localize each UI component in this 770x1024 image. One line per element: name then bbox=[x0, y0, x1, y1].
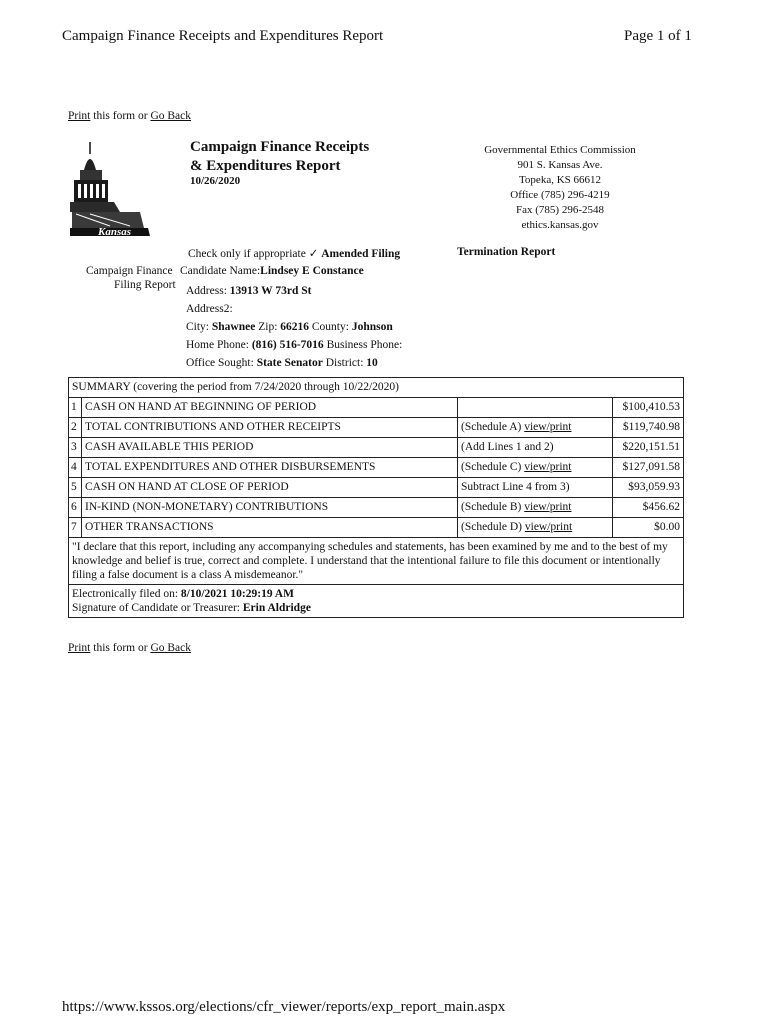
city-value: Shawnee bbox=[211, 321, 256, 333]
row-label: IN-KIND (NON-MONETARY) CONTRIBUTIONS bbox=[82, 498, 458, 518]
go-back-link-bottom[interactable]: Go Back bbox=[150, 642, 191, 654]
declaration-row bbox=[69, 538, 684, 585]
check-label: Check only if appropriate bbox=[188, 248, 306, 260]
schedule-text: (Schedule A) bbox=[461, 421, 522, 433]
commission-fax: Fax (785) 296-2548 bbox=[516, 204, 604, 216]
address-row bbox=[186, 285, 311, 297]
summary-row bbox=[69, 438, 684, 458]
phone-row bbox=[186, 339, 402, 351]
amended-filing-label: Amended Filing bbox=[321, 248, 401, 260]
summary-heading: SUMMARY (covering the period from 7/24/2020 through 10/22/2020) bbox=[69, 378, 684, 398]
view-print-link[interactable]: view/print bbox=[524, 461, 572, 473]
summary-table bbox=[68, 377, 684, 618]
home-phone-value: (816) 516-7016 bbox=[251, 339, 324, 351]
row-schedule bbox=[458, 418, 613, 438]
address-label: Address: bbox=[186, 285, 227, 297]
home-phone-label: Home Phone: bbox=[186, 339, 249, 351]
candidate-name-row bbox=[180, 265, 364, 277]
commission-street: 901 S. Kansas Ave. bbox=[517, 159, 603, 171]
view-print-link[interactable]: view/print bbox=[524, 501, 572, 513]
filed-on-line bbox=[72, 587, 680, 601]
print-link-bottom[interactable]: Print bbox=[68, 642, 91, 654]
row-schedule bbox=[458, 498, 613, 518]
row-schedule bbox=[458, 518, 613, 538]
row-amount: $220,151.51 bbox=[613, 438, 684, 458]
office-sought-label: Office Sought: bbox=[186, 357, 254, 369]
candidate-name-value: Lindsey E Constance bbox=[260, 265, 364, 277]
page-number: Page 1 of 1 bbox=[624, 28, 692, 44]
row-number: 7 bbox=[69, 518, 82, 538]
side-label-campaign-finance: Campaign Finance bbox=[86, 265, 173, 277]
schedule-text: (Add Lines 1 and 2) bbox=[461, 441, 554, 453]
svg-text:Kansas: Kansas bbox=[98, 226, 132, 238]
commission-info bbox=[460, 143, 660, 233]
filing-type-line bbox=[188, 246, 400, 260]
commission-name: Governmental Ethics Commission bbox=[484, 144, 636, 156]
nav-text-bottom: this form or bbox=[93, 642, 148, 654]
row-amount: $100,410.53 bbox=[613, 398, 684, 418]
page-header-title: Campaign Finance Receipts and Expenditures Report bbox=[62, 28, 384, 44]
schedule-text: (Schedule B) bbox=[461, 501, 522, 513]
commission-city: Topeka, KS 66612 bbox=[518, 174, 602, 186]
view-print-link[interactable]: view/print bbox=[524, 421, 572, 433]
candidate-name-label: Candidate Name: bbox=[180, 265, 261, 277]
view-print-link[interactable]: view/print bbox=[524, 521, 573, 533]
report-date: 10/26/2020 bbox=[190, 175, 241, 187]
row-label: CASH AVAILABLE THIS PERIOD bbox=[82, 438, 458, 458]
address-value: 13913 W 73rd St bbox=[229, 285, 312, 297]
footer-url: https://www.kssos.org/elections/cfr_viewer/reports/exp_report_main.aspx bbox=[62, 999, 506, 1015]
commission-website: ethics.kansas.gov bbox=[521, 219, 599, 231]
schedule-text: Subtract Line 4 from 3) bbox=[461, 481, 570, 493]
termination-report-label: Termination Report bbox=[457, 246, 556, 258]
row-schedule bbox=[458, 458, 613, 478]
business-phone-label: Business Phone: bbox=[326, 339, 403, 351]
row-label: CASH ON HAND AT BEGINNING OF PERIOD bbox=[82, 398, 458, 418]
declaration-text: "I declare that this report, including any accompanying schedules and statements, has been examined by me and to the best of my knowledge and belief is true, correct and complete. I understand that the intentional failure to file this document or intentionally filing a false document is a class A misdemeanor." bbox=[69, 538, 684, 585]
row-amount: $119,740.98 bbox=[613, 418, 684, 438]
check-mark-icon: ✓ bbox=[308, 248, 319, 260]
office-sought-value: State Senator bbox=[256, 357, 323, 369]
report-title-line1: Campaign Finance Receipts bbox=[190, 139, 370, 155]
row-number: 1 bbox=[69, 398, 82, 418]
go-back-link[interactable]: Go Back bbox=[150, 110, 191, 122]
row-label: CASH ON HAND AT CLOSE OF PERIOD bbox=[82, 478, 458, 498]
row-label: TOTAL EXPENDITURES AND OTHER DISBURSEMENTS bbox=[82, 458, 458, 478]
commission-office-phone: Office (785) 296-4219 bbox=[510, 189, 610, 201]
nav-text: this form or bbox=[93, 110, 148, 122]
district-label: District: bbox=[325, 357, 364, 369]
zip-label: Zip: bbox=[258, 321, 278, 333]
signature-label: Signature of Candidate or Treasurer: bbox=[72, 602, 240, 614]
row-amount: $456.62 bbox=[613, 498, 684, 518]
district-value: 10 bbox=[366, 357, 378, 369]
summary-row bbox=[69, 518, 684, 538]
zip-value: 66216 bbox=[280, 321, 310, 333]
side-label-filing-report: Filing Report bbox=[114, 279, 176, 291]
schedule-text: (Schedule D) bbox=[461, 521, 522, 533]
signature-value: Erin Aldridge bbox=[242, 602, 311, 614]
row-amount: $93,059.93 bbox=[613, 478, 684, 498]
kansas-capitol-logo bbox=[70, 140, 152, 238]
county-value: Johnson bbox=[351, 321, 393, 333]
summary-row bbox=[69, 418, 684, 438]
city-row bbox=[186, 321, 393, 333]
summary-row bbox=[69, 498, 684, 518]
bottom-nav bbox=[68, 642, 191, 654]
schedule-text: (Schedule C) bbox=[461, 461, 522, 473]
county-label: County: bbox=[311, 321, 349, 333]
row-schedule bbox=[458, 398, 613, 418]
office-row bbox=[186, 357, 378, 369]
summary-row bbox=[69, 398, 684, 418]
address2-label: Address2: bbox=[186, 303, 233, 315]
summary-row bbox=[69, 478, 684, 498]
row-label: TOTAL CONTRIBUTIONS AND OTHER RECEIPTS bbox=[82, 418, 458, 438]
top-nav bbox=[68, 110, 191, 122]
row-number: 6 bbox=[69, 498, 82, 518]
row-schedule bbox=[458, 478, 613, 498]
summary-heading-row bbox=[69, 378, 684, 398]
row-schedule bbox=[458, 438, 613, 458]
summary-rows bbox=[69, 398, 684, 538]
signature-line bbox=[72, 601, 680, 615]
filed-on-label: Electronically filed on: bbox=[72, 588, 179, 600]
filed-on-value: 8/10/2021 10:29:19 AM bbox=[180, 588, 294, 600]
row-number: 2 bbox=[69, 418, 82, 438]
row-amount: $127,091.58 bbox=[613, 458, 684, 478]
summary-row bbox=[69, 458, 684, 478]
print-link[interactable]: Print bbox=[68, 110, 91, 122]
city-label: City: bbox=[186, 321, 210, 333]
row-number: 5 bbox=[69, 478, 82, 498]
report-title-line2: & Expenditures Report bbox=[190, 158, 341, 174]
signature-row bbox=[69, 585, 684, 618]
row-amount: $0.00 bbox=[613, 518, 684, 538]
row-label: OTHER TRANSACTIONS bbox=[82, 518, 458, 538]
row-number: 4 bbox=[69, 458, 82, 478]
row-number: 3 bbox=[69, 438, 82, 458]
